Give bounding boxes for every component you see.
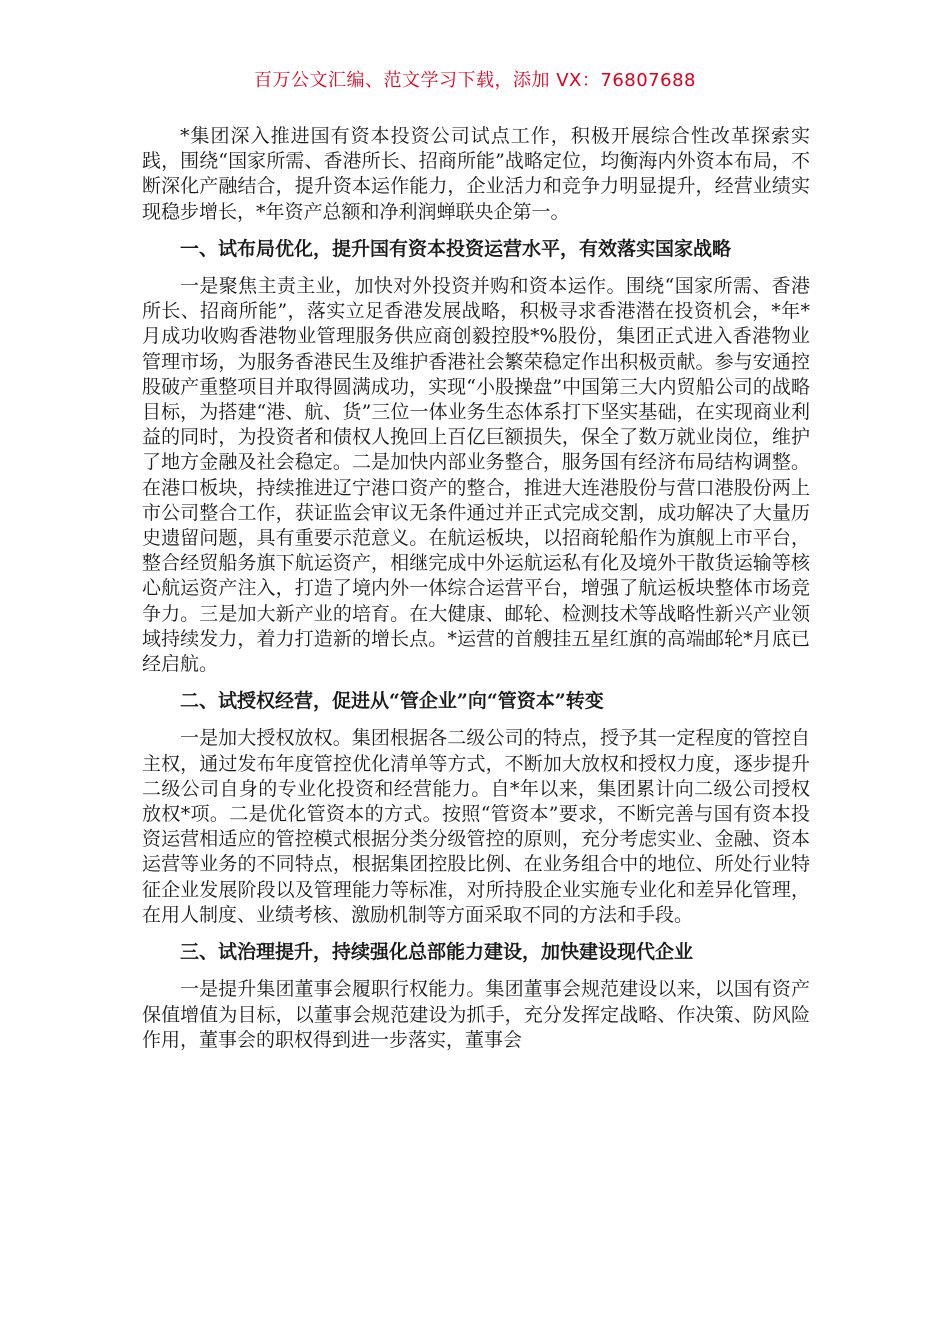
section-2-heading: 二、试授权经营，促进从“管企业”向“管资本”转变 — [180, 690, 604, 713]
intro-paragraph: *集团深入推进国有资本投资公司试点工作，积极开展综合性改革探索实践，围绕“国家所需、香港所长、招商所能”战略定位，均衡海内外资本布局，不断深化产融结合，提升资本运作能力，企业活力和竞争力明显提升，经营业绩实现稳步增长，*年资产总额和净利润蝉联央企第一。 — [142, 125, 810, 223]
section-3-heading: 三、试治理提升，持续强化总部能力建设，加快建设现代企业 — [180, 941, 694, 964]
section-3-body: 一是提升集团董事会履职行权能力。集团董事会规范建设以来，以国有资产保值增值为目标，以董事会规范建设为抓手，充分发挥定战略、作决策、防风险作用，董事会的职权得到进一步落实，董事会 — [142, 978, 810, 1051]
section-2-body: 一是加大授权放权。集团根据各二级公司的特点，授予其一定程度的管控自主权，通过发布年度管控优化清单等方式，不断加大放权和授权力度，逐步提升二级公司自身的专业化投资和经营能力。自*年以来，集团累计向二级公司授权放权*项。二是优化管资本的方式。按照“管资本”要求，不断完善与国有资本投资运营相适应的管控模式根据分类分级管控的原则，充分考虑实业、金融、资本运营等业务的不同特点，根据集团控股比例、在业务组合中的地位、所处行业特征企业发展阶段以及管理能力等标准，对所持股企业实施专业化和差异化管理，在用人制度、业绩考核、激励机制等方面采取不同的方法和手段。 — [142, 727, 810, 926]
section-1-heading: 一、试布局优化，提升国有资本投资运营水平，有效落实国家战略 — [180, 237, 732, 260]
section-1-body: 一是聚焦主责主业，加快对外投资并购和资本运作。围绕“国家所需、香港所长、招商所能”，落实立足香港发展战略，积极寻求香港潜在投资机会，*年*月成功收购香港物业管理服务供应商创毅控股*%股份，集团正式进入香港物业管理市场，为服务香港民生及维护香港社会繁荣稳定作出积极贡献。参与安通控股破产重整项目并取得圆满成功，实现“小股操盘”中国第三大内贸船公司的战略目标，为搭建“港、航、货”三位一体业务生态体系打下坚实基础，在实现商业利益的同时，为投资者和债权人挽回上百亿巨额损失，保全了数万就业岗位，维护了地方金融及社会稳定。二是加快内部业务整合，服务国有经济布局结构调整。在港口板块，持续推进辽宁港口资产的整合，推进大连港股份与营口港股份两上市公司整合工作，获证监会审议无条件通过并正式完成交割，成功解决了大量历史遗留问题，具有重要示范意义。在航运板块，以招商轮船作为旗舰上市平台，整合经贸船务旗下航运资产，相继完成中外运航运私有化及境外干散货运输等核心航运资产注入，打造了境内外一体综合运营平台，增强了航运板块整体市场竞争力。三是加大新产业的培育。在大健康、邮轮、检测技术等战略性新兴产业领域持续发力，着力打造新的增长点。*运营的首艘挂五星红旗的高端邮轮*月底已经启航。 — [142, 275, 810, 676]
watermark-banner: 百万公文汇编、范文学习下载，添加 VX：76807688 — [254, 70, 696, 91]
document-body — [142, 124, 810, 1065]
